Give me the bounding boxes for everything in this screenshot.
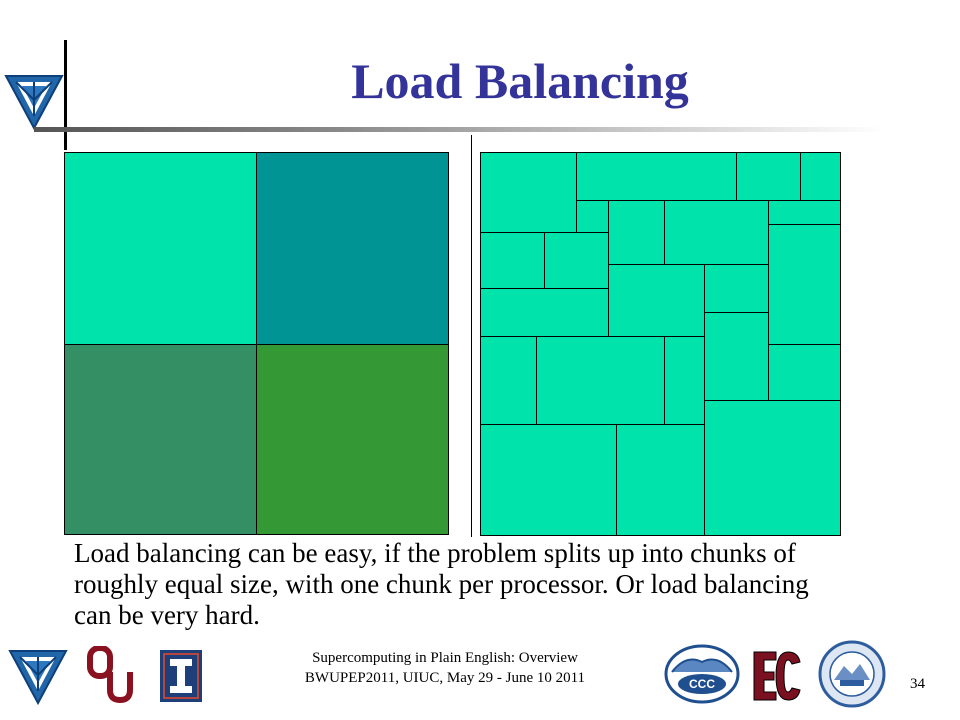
irregular-chunk xyxy=(704,400,841,536)
irregular-chunk xyxy=(736,152,801,201)
irregular-chunk xyxy=(536,336,665,425)
irregular-chunk xyxy=(576,152,737,201)
easy-balance-grid xyxy=(64,152,449,535)
irregular-chunk xyxy=(608,264,705,337)
triangle-emblem-icon xyxy=(6,645,70,707)
irregular-chunk xyxy=(664,200,769,265)
ou-logo-icon xyxy=(86,646,134,704)
irregular-chunk xyxy=(480,424,617,536)
footer-line-1: Supercomputing in Plain English: Overview xyxy=(312,650,578,666)
title-rule xyxy=(34,127,884,132)
irregular-chunk xyxy=(480,232,545,289)
irregular-chunk xyxy=(768,200,841,225)
hard-balance-grid xyxy=(480,152,841,536)
irregular-chunk xyxy=(544,232,609,289)
chunk-2 xyxy=(256,152,449,345)
irregular-chunk xyxy=(480,336,537,425)
ec-logo-icon xyxy=(752,648,802,704)
chunk-3 xyxy=(64,344,257,535)
university-seal-icon xyxy=(818,640,886,708)
irregular-chunk xyxy=(608,200,665,265)
triangle-emblem-icon xyxy=(2,70,66,132)
frame-vertical-line xyxy=(64,40,67,150)
page-number: 34 xyxy=(910,676,925,692)
caption-text: Load balancing can be easy, if the problem splits up into chunks of roughly equal size, with one chunk per processor. Or load balancing can be very hard. xyxy=(74,538,809,630)
irregular-chunk xyxy=(704,264,769,313)
grid-divider xyxy=(471,135,472,537)
irregular-chunk xyxy=(768,344,841,401)
irregular-chunk xyxy=(480,288,609,337)
footer-text xyxy=(250,648,640,688)
chunk-1 xyxy=(64,152,257,345)
ccc-logo-icon xyxy=(664,644,740,704)
chunk-4 xyxy=(256,344,449,535)
irregular-chunk xyxy=(768,224,841,345)
svg-text:CCC: CCC xyxy=(689,677,715,691)
irregular-chunk xyxy=(576,200,609,233)
irregular-chunk xyxy=(664,336,705,425)
irregular-chunk xyxy=(480,152,577,233)
footer-line-2: BWUPEP2011, UIUC, May 29 - June 10 2011 xyxy=(304,670,586,686)
irregular-chunk xyxy=(704,312,769,401)
irregular-chunk xyxy=(616,424,705,536)
illinois-logo-icon xyxy=(160,650,202,702)
irregular-chunk xyxy=(800,152,841,201)
page-title: Load Balancing xyxy=(351,53,689,109)
